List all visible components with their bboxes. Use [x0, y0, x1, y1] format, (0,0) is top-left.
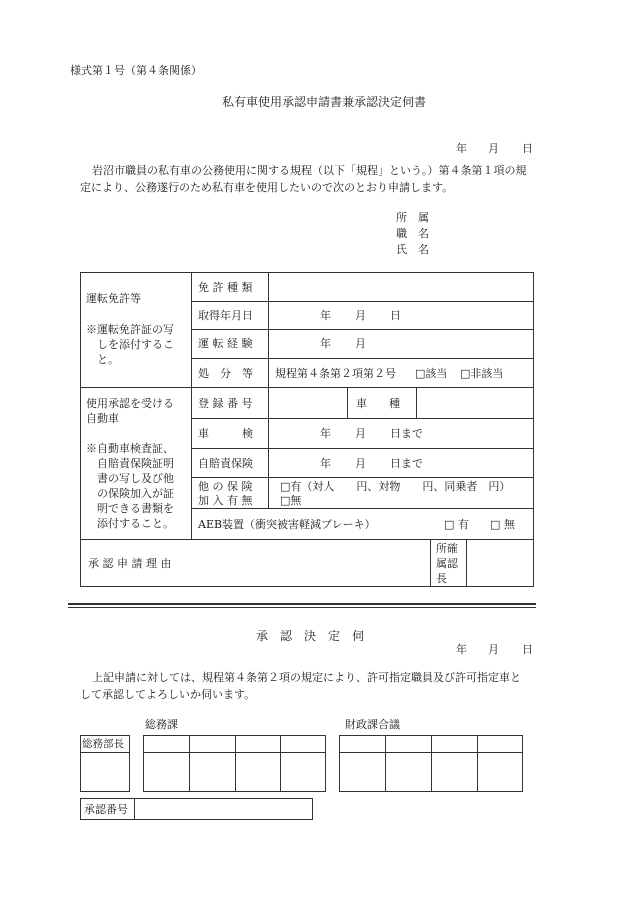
disposition-label: 処 分 等: [198, 367, 253, 380]
aeb-yes-checkbox[interactable]: □ 有: [444, 518, 469, 531]
confirm-label-3: 長: [436, 572, 447, 585]
divider-bottom: [68, 607, 536, 608]
finance-consult-label: 財政課合議: [345, 718, 400, 731]
vehicle-note-6: 添付すること。: [97, 517, 174, 530]
affiliation-label: 所 属: [396, 211, 429, 224]
license-note-line-1: ※運転免許証の写: [86, 323, 174, 336]
intro-line-1: 岩沼市職員の私有車の公務使用に関する規程（以下「規程」という。）第４条第１項の規: [92, 164, 527, 177]
acquired-day: 日: [390, 309, 401, 322]
date-year: 年: [456, 142, 467, 155]
director-label: 総務部長: [82, 738, 124, 750]
intro-paragraph: [80, 162, 560, 196]
acquired-year: 年: [320, 309, 331, 322]
inspection-month: 月: [355, 427, 366, 440]
decision-line-1: 上記申請に対しては、規程第４条第２項の規定により、許可指定職員及び許可指定車と: [92, 671, 521, 684]
experience-label: 運 転 経 験: [198, 337, 253, 350]
liability-day: 日まで: [390, 457, 423, 470]
approval-number-label: 承認番号: [84, 803, 128, 816]
decision-line-2: して承認してよろしいか伺います。: [80, 688, 256, 701]
inspection-day: 日まで: [390, 427, 423, 440]
disposition-not-applicable-checkbox[interactable]: □非該当: [460, 367, 504, 380]
decision-paragraph: [80, 669, 560, 703]
confirm-label-1: 所確: [436, 542, 458, 555]
confirm-label-2: 属認: [436, 557, 458, 570]
license-type-label: 免 許 種 類: [198, 281, 253, 294]
intro-line-2: 定により、公務遂行のため私有車を使用したいので次のとおり申請します。: [80, 181, 454, 194]
acquired-date-label: 取得年月日: [198, 309, 253, 322]
name-label: 氏 名: [396, 243, 429, 256]
aeb-no-checkbox[interactable]: □ 無: [490, 518, 515, 531]
experience-year: 年: [320, 337, 331, 350]
vehicle-note-4: の保険加入が証: [97, 487, 174, 500]
vehicle-note-3: 書の写し及び他: [97, 472, 174, 485]
other-insurance-label-2: 加 入 有 無: [198, 494, 253, 507]
inspection-year: 年: [320, 427, 331, 440]
experience-month: 月: [355, 337, 366, 350]
liability-month: 月: [355, 457, 366, 470]
license-group-title: 運転免許等: [86, 292, 141, 305]
vehicle-note-2: 自賠責保険証明: [97, 457, 174, 470]
divider-top: [68, 603, 536, 605]
form-number: 様式第１号（第４条関係）: [70, 64, 202, 77]
other-insurance-yes-checkbox[interactable]: □有（対人 円、対物 円、同乗者 円）: [280, 480, 511, 493]
decision-date-year: 年: [456, 643, 467, 656]
acquired-month: 月: [355, 309, 366, 322]
decision-title: 承 認 決 定 伺: [256, 629, 365, 643]
disposition-applicable-checkbox[interactable]: □該当: [415, 367, 448, 380]
general-affairs-label: 総務課: [145, 718, 178, 731]
aeb-label: AEB装置（衝突被害軽減ブレーキ）: [198, 518, 376, 531]
position-label: 職 名: [396, 227, 429, 240]
vehicle-group-title-1: 使用承認を受ける: [86, 397, 174, 410]
other-insurance-label-1: 他 の 保 険: [198, 480, 253, 493]
other-insurance-no-checkbox[interactable]: □無: [280, 494, 302, 507]
decision-date-day: 日: [522, 643, 533, 656]
date-month: 月: [488, 142, 499, 155]
liability-year: 年: [320, 457, 331, 470]
liability-label: 自賠責保険: [198, 457, 253, 470]
license-note-line-3: と。: [97, 353, 119, 366]
date-day: 日: [522, 142, 533, 155]
vehicle-note-5: 明できる書類を: [97, 502, 174, 515]
page-title: 私有車使用承認申請書兼承認決定伺書: [222, 95, 427, 109]
decision-date-month: 月: [488, 643, 499, 656]
license-note-line-2: しを添付するこ: [97, 338, 174, 351]
vehicle-group-title-2: 自動車: [86, 412, 119, 425]
reason-label: 承 認 申 請 理 由: [88, 557, 172, 570]
disposition-text: 規程第４条第２項第２号: [275, 367, 396, 380]
inspection-label: 車 検: [198, 427, 253, 440]
registration-label: 登 録 番 号: [198, 397, 253, 410]
car-type-label: 車 種: [356, 397, 400, 410]
vehicle-note-1: ※自動車検査証、: [86, 442, 174, 455]
